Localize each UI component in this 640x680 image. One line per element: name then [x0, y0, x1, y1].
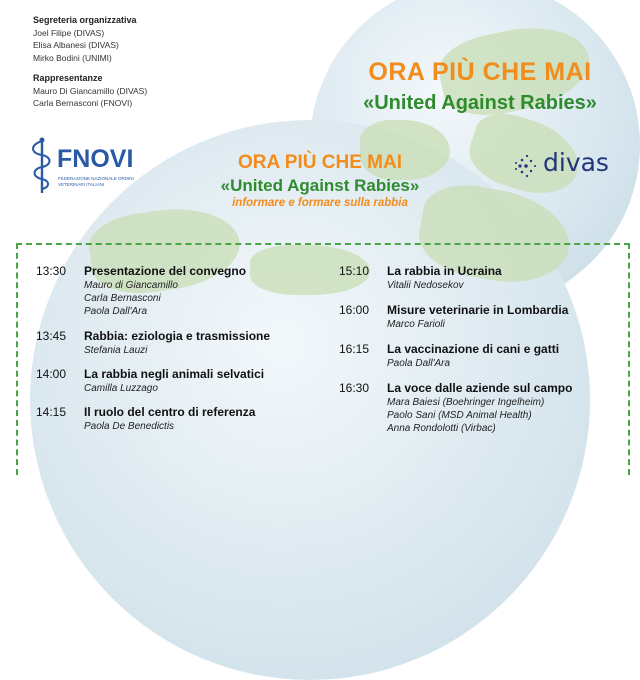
representative-member: Carla Bernasconi (FNOVI)	[33, 98, 133, 108]
organization-block	[33, 14, 147, 110]
item-time: 14:15	[36, 405, 67, 419]
divas-name: divas	[543, 148, 609, 177]
item-speaker: Vitalii Nedosekov	[387, 280, 464, 291]
item-title: Il ruolo del centro di referenza	[84, 405, 256, 419]
item-speaker: Stefania Lauzi	[84, 345, 148, 356]
fnovi-name: FNOVI	[57, 145, 134, 173]
program-item	[36, 366, 336, 395]
fnovi-subtitle: FEDERAZIONE NAZIONALE ORDINI VETERINARI ITALIANI	[58, 176, 134, 187]
top-title-line1: ORA PIÙ CHE MAI	[368, 58, 592, 86]
program-column-right	[339, 245, 629, 434]
caduceus-icon	[28, 137, 52, 195]
item-title: La voce dalle aziende sul campo	[387, 381, 573, 395]
main-title-line2: «United Against Rabies»	[220, 176, 420, 195]
item-speaker: Paola Dall'Ara	[387, 358, 451, 369]
item-time: 16:30	[339, 381, 370, 395]
representative-member: Mauro Di Giancamillo (DIVAS)	[33, 85, 148, 96]
program-column-left	[36, 245, 336, 432]
item-speaker: Paola De Benedictis	[84, 421, 175, 432]
item-speaker: Camilla Luzzago	[84, 383, 158, 394]
item-time: 13:45	[36, 329, 67, 343]
program-item	[36, 328, 336, 357]
item-title: Rabbia: eziologia e trasmissione	[84, 329, 271, 343]
top-title-line2: «United Against Rabies»	[363, 92, 597, 114]
item-time: 16:00	[339, 303, 370, 317]
item-time: 14:00	[36, 367, 67, 381]
secretariat-heading: Segreteria organizzativa	[33, 15, 137, 25]
item-title: La rabbia in Ucraina	[387, 264, 502, 278]
item-time: 15:10	[339, 264, 370, 278]
item-title: Misure veterinarie in Lombardia	[387, 303, 569, 317]
item-time: 16:15	[339, 342, 370, 356]
item-title: La vaccinazione di cani e gatti	[387, 342, 560, 356]
secretariat-member: Joel Filipe (DIVAS)	[33, 27, 105, 38]
item-speaker: Anna Rondolotti (Virbac)	[387, 423, 496, 434]
item-speaker: Marco Farioli	[387, 319, 445, 330]
item-speaker: Paolo Sani (MSD Animal Health)	[387, 410, 532, 421]
main-subtitle: informare e formare sulla rabbia	[232, 197, 408, 209]
item-speaker: Paola Dall'Ara	[84, 306, 148, 317]
program-item	[339, 302, 629, 331]
program-item	[339, 263, 629, 292]
program-item	[36, 404, 336, 433]
item-time: 13:30	[36, 264, 67, 278]
item-speaker: Carla Bernasconi	[84, 293, 161, 304]
item-title: Presentazione del convegno	[84, 264, 247, 278]
item-title: La rabbia negli animali selvatici	[84, 367, 265, 381]
item-speaker: Mauro di Giancamillo	[84, 280, 178, 291]
secretariat-member: Mirko Bodini (UNIMI)	[33, 52, 112, 63]
program-item	[339, 380, 629, 435]
program-item	[36, 263, 336, 318]
secretariat-member: Elisa Albanesi (DIVAS)	[33, 40, 119, 50]
program-box	[16, 243, 630, 475]
item-speaker: Mara Baiesi (Boehringer Ingelheim)	[387, 397, 545, 408]
main-title-line1: ORA PIÙ CHE MAI	[238, 152, 402, 173]
representatives-heading: Rappresentanze	[33, 73, 103, 83]
program-item	[339, 341, 629, 370]
